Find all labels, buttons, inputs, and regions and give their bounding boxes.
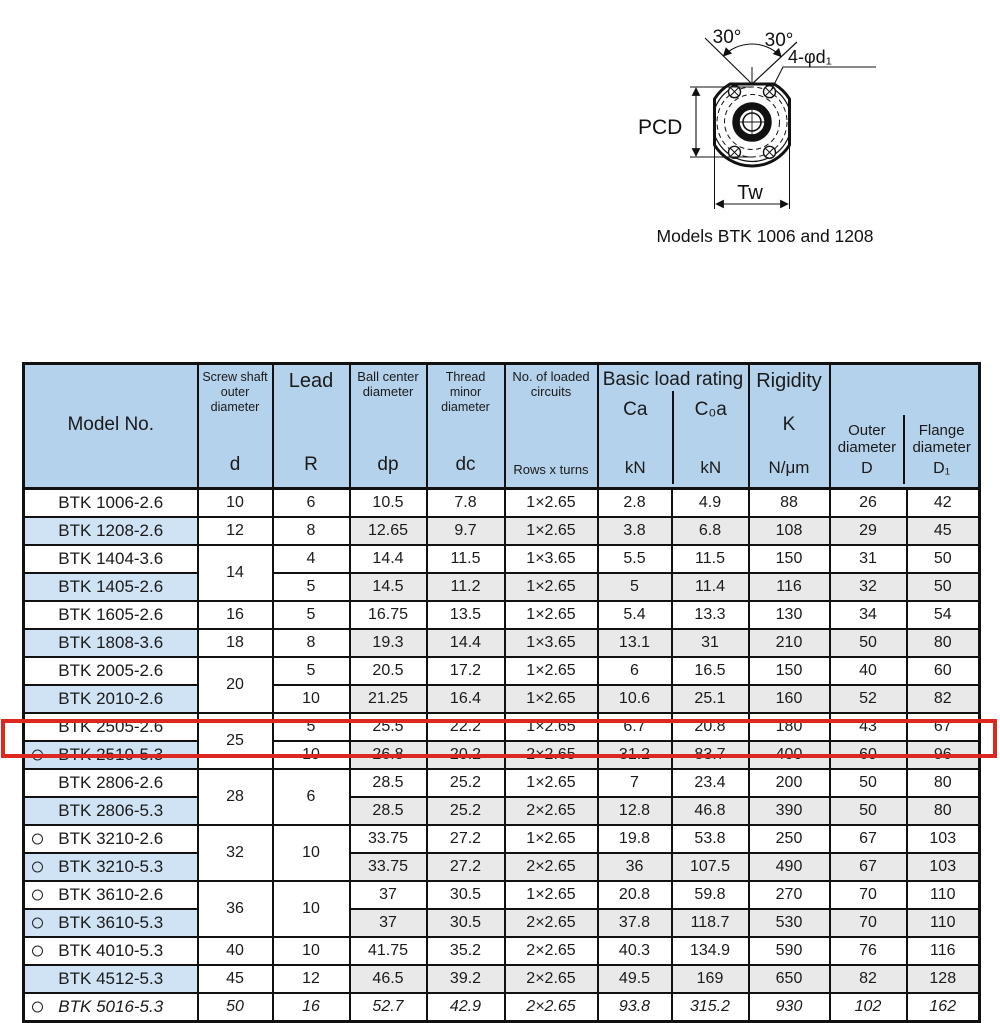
table-row: BTK 2806-2.6 28 6 28.5 25.2 1×2.65 7 23.4 200 50 80 bbox=[24, 769, 980, 797]
circle-marker bbox=[32, 918, 43, 929]
table-row: BTK 2005-2.6 20 5 20.5 17.2 1×2.65 6 16.5 150 40 60 bbox=[24, 657, 980, 685]
col-header-diameters bbox=[830, 364, 980, 489]
table-row: BTK 4010-5.3 40 10 41.75 35.2 2×2.65 40.3 134.9 590 76 116 bbox=[24, 937, 980, 965]
table-row-highlighted: BTK 2510-5.3 10 26.8 20.2 2×2.65 31.2 83.7 400 60 96 bbox=[24, 741, 980, 769]
circle-marker bbox=[32, 1002, 43, 1013]
table-row: BTK 2010-2.6 10 21.25 16.4 1×2.65 10.6 25.1 160 52 82 bbox=[24, 685, 980, 713]
col-header-c0a: C₀a kN bbox=[672, 391, 748, 484]
col-header-d: Screw shaft outer diameter d bbox=[198, 364, 273, 489]
tw-label: Tw bbox=[737, 182, 763, 204]
table-row: BTK 3210-5.3 33.75 27.2 2×2.65 36 107.5 490 67 103 bbox=[24, 853, 980, 881]
table-row: BTK 1405-2.6 5 14.5 11.2 1×2.65 5 11.4 116 32 50 bbox=[24, 573, 980, 601]
table-row: BTK 3610-5.3 37 30.5 2×2.65 37.8 118.7 530 70 110 bbox=[24, 909, 980, 937]
angle-label-left: 30° bbox=[712, 27, 742, 48]
table-row: BTK 1404-3.6 14 4 14.4 11.5 1×3.65 5.5 11.5 150 31 50 bbox=[24, 545, 980, 573]
circle-marker bbox=[32, 862, 43, 873]
col-header-dc: Thread minor diameter dc bbox=[427, 364, 505, 489]
bolt-hole-icon bbox=[764, 86, 776, 98]
col-header-dp: Ball center diameter dp bbox=[350, 364, 427, 489]
table-row: BTK 5016-5.3 50 16 52.7 42.9 2×2.65 93.8 315.2 930 102 162 bbox=[24, 993, 980, 1022]
circle-marker bbox=[32, 834, 43, 845]
col-header-lead: Lead R bbox=[273, 364, 350, 489]
table-row: BTK 2806-5.3 28.5 25.2 2×2.65 12.8 46.8 390 50 80 bbox=[24, 797, 980, 825]
bolt-hole-icon bbox=[764, 146, 776, 158]
bolt-hole-callout-label: 4-φd₁ bbox=[788, 47, 832, 67]
col-header-circuits: No. of loaded circuits Rows x turns bbox=[505, 364, 598, 489]
table-row: BTK 1605-2.6 16 5 16.75 13.5 1×2.65 5.4 13.3 130 34 54 bbox=[24, 601, 980, 629]
table-row: BTK 1208-2.6 12 8 12.65 9.7 1×2.65 3.8 6.8 108 29 45 bbox=[24, 517, 980, 545]
table-row: BTK 2505-2.6 25 5 25.5 22.2 1×2.65 6.7 20.8 180 43 67 bbox=[24, 713, 980, 741]
spec-table bbox=[22, 362, 981, 1023]
col-header-rigidity: Rigidity K N/μm bbox=[749, 364, 830, 489]
table-row: BTK 4512-5.3 45 12 46.5 39.2 2×2.65 49.5 169 650 82 128 bbox=[24, 965, 980, 993]
diagram-caption: Models BTK 1006 and 1208 bbox=[656, 226, 874, 246]
circle-marker bbox=[32, 750, 43, 761]
flange-diagram-svg bbox=[620, 5, 992, 223]
circle-marker bbox=[32, 890, 43, 901]
table-row: BTK 1006-2.6 10 6 10.5 7.8 1×2.65 2.8 4.9 88 26 42 bbox=[24, 489, 980, 518]
bolt-hole-leader bbox=[771, 67, 876, 91]
circle-marker bbox=[32, 946, 43, 957]
col-header-flange-d: Flange diameter D₁ bbox=[903, 415, 978, 484]
table-row: BTK 1808-3.6 18 8 19.3 14.4 1×3.65 13.1 31 210 50 80 bbox=[24, 629, 980, 657]
col-header-outer-d: Outer diameter D bbox=[837, 422, 897, 478]
pcd-label: PCD bbox=[638, 116, 683, 139]
col-header-basic-load-rating: Basic load rating Ca kN C₀a kN bbox=[598, 364, 749, 489]
header-row bbox=[24, 364, 980, 489]
table-row: BTK 3610-2.6 36 10 37 30.5 1×2.65 20.8 59.8 270 70 110 bbox=[24, 881, 980, 909]
flange-diagram bbox=[620, 5, 992, 223]
col-header-ca: Ca kN bbox=[623, 399, 648, 477]
table-row: BTK 3210-2.6 32 10 33.75 27.2 1×2.65 19.8 53.8 250 67 103 bbox=[24, 825, 980, 853]
col-header-model: Model No. bbox=[24, 364, 198, 489]
angle-label-right: 30° bbox=[764, 30, 794, 51]
